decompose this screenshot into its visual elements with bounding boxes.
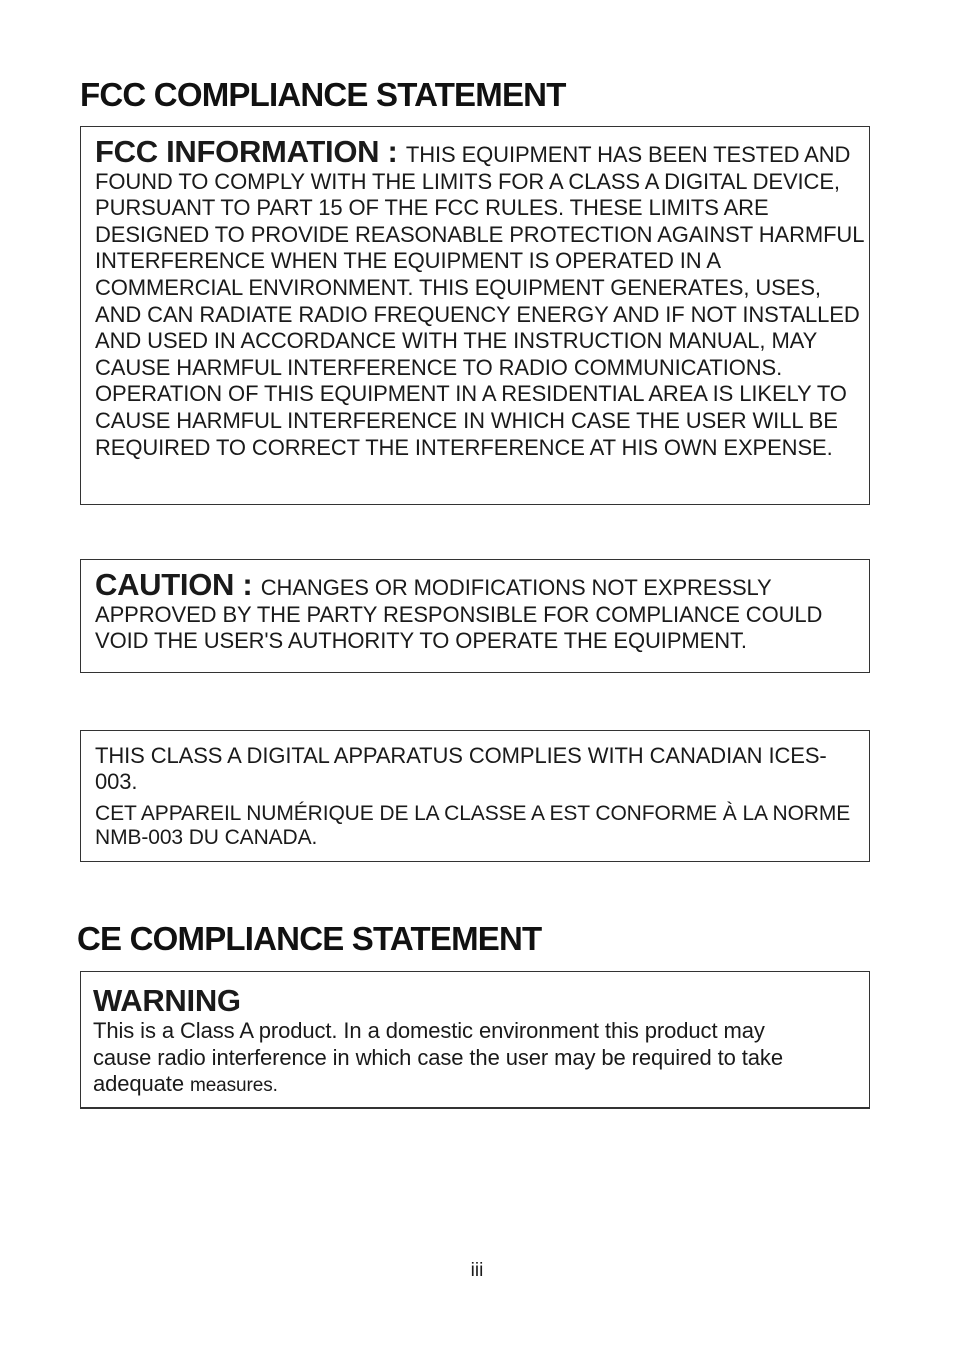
fcc-information-paragraph	[95, 134, 871, 461]
caution-text: CHANGES OR MODIFICATIONS NOT EXPRESSLY APPROVED BY THE PARTY RESPONSIBLE FOR COMPLIANCE COULD VOID THE USER'S AUTHORITY TO OPERATE THE EQUIPMENT.	[95, 575, 823, 654]
page-number: iii	[470, 1260, 484, 1281]
caution-box	[80, 559, 870, 673]
caution-paragraph	[95, 567, 867, 655]
caution-label: CAUTION :	[95, 567, 261, 602]
canada-french-text: CET APPAREIL NUMÉRIQUE DE LA CLASSE A EST CONFORME À LA NORME NMB-003 DU CANADA.	[95, 802, 851, 849]
fcc-section-title: FCC COMPLIANCE STATEMENT	[80, 76, 566, 113]
ce-warning-box	[80, 971, 870, 1109]
warning-paragraph	[93, 1018, 828, 1100]
ce-section-title: CE COMPLIANCE STATEMENT	[77, 920, 542, 957]
warning-text-end: measures.	[189, 1075, 278, 1096]
warning-label: WARNING	[93, 983, 241, 1018]
canada-english-text: THIS CLASS A DIGITAL APPARATUS COMPLIES WITH CANADIAN ICES-003.	[95, 743, 827, 794]
fcc-information-label: FCC INFORMATION :	[95, 134, 406, 169]
canada-compliance-box	[80, 730, 870, 862]
fcc-information-box	[80, 126, 870, 505]
warning-text: This is a Class A product. In a domestic environment this product may cause radio interference in which case the user may be required to take adequate	[93, 1018, 783, 1096]
fcc-information-text: THIS EQUIPMENT HAS BEEN TESTED AND FOUND TO COMPLY WITH THE LIMITS FOR A CLASS A DIGITAL DEVICE, PURSUANT TO PART 15 OF THE FCC RULES. THESE LIMITS ARE DESIGNED TO PROVIDE REASONABLE PROTECTION AGAINST HARMFUL INTERFERENCE WHEN THE EQUIPMENT IS OPERATED IN A COMMERCIAL ENVIRONMENT. THIS EQUIPMENT GENERATES, USES, AND CAN RADIATE RADIO FREQUENCY ENERGY AND IF NOT INSTALLED AND USED IN ACCORDANCE WITH THE INSTRUCTION MANUAL, MAY CAUSE HARMFUL INTERFERENCE TO RADIO COMMUNICATIONS. OPERATION OF THIS EQUIPMENT IN A RESIDENTIAL AREA IS LIKELY TO CAUSE HARMFUL INTERFERENCE IN WHICH CASE THE USER WILL BE REQUIRED TO CORRECT THE INTERFERENCE AT HIS OWN EXPENSE.	[95, 142, 864, 460]
